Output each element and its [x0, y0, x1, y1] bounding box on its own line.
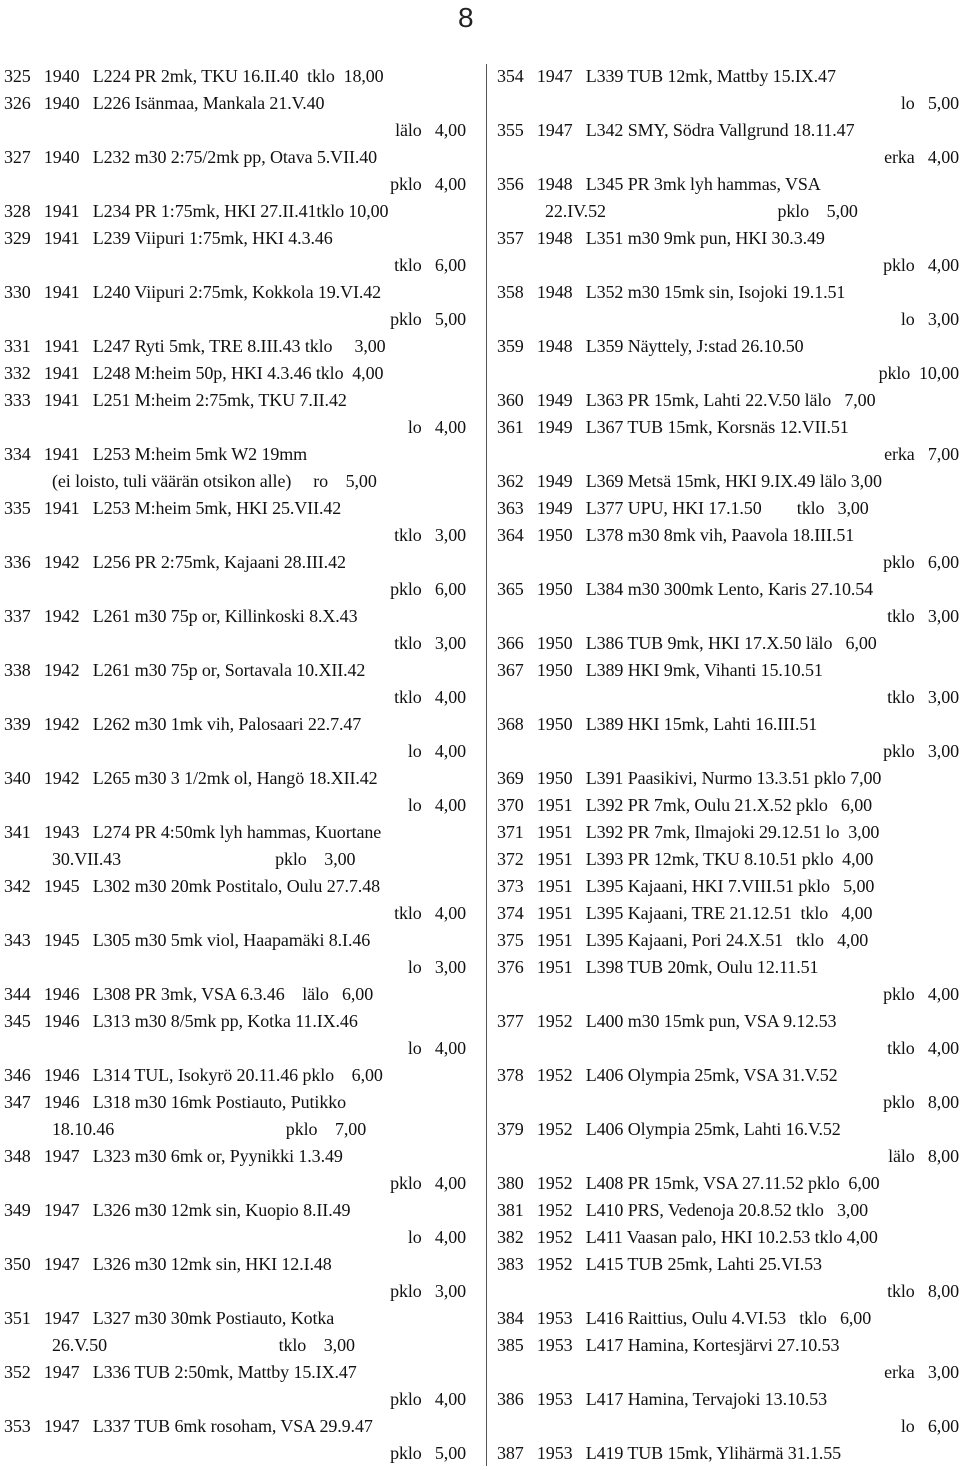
entry-grade-price: lo 3,00 — [407, 957, 466, 977]
entry-line — [4, 1089, 466, 1116]
entry-line — [497, 1062, 959, 1089]
entry-line — [497, 576, 959, 603]
entry-text: 381 1952 L410 PRS, Vedenoja 20.8.52 tklo 3,00 — [497, 1200, 869, 1220]
entry-text: 365 1950 L384 m30 300mk Lento, Karis 27.10.54 — [497, 579, 874, 599]
entry-grade-price-line — [4, 630, 466, 657]
entry-grade-price-line — [4, 1224, 466, 1251]
entry-grade-price: tklo 4,00 — [887, 1038, 959, 1058]
entry-grade-price: tklo 8,00 — [887, 1281, 959, 1301]
entry-line — [497, 117, 959, 144]
entry-grade-price: tklo 3,00 — [887, 687, 959, 707]
entry-line — [4, 333, 466, 360]
entry-grade-price-line — [497, 90, 959, 117]
entry-text: 360 1949 L363 PR 15mk, Lahti 22.V.50 lälo 7,00 — [497, 390, 876, 410]
entry-text: 332 1941 L248 M:heim 50p, HKI 4.3.46 tklo 4,00 — [4, 363, 384, 383]
entry-line — [497, 1008, 959, 1035]
entry-grade-price-line — [497, 1143, 959, 1170]
entry-text: 328 1941 L234 PR 1:75mk, HKI 27.II.41tklo 10,00 — [4, 201, 389, 221]
entry-continuation-line — [52, 468, 466, 495]
page-number: 8 — [458, 2, 474, 33]
entry-line — [497, 333, 959, 360]
entry-continuation-line — [52, 1116, 466, 1143]
entry-text: 334 1941 L253 M:heim 5mk W2 19mm — [4, 444, 308, 464]
entry-text: 364 1950 L378 m30 8mk vih, Paavola 18.III.51 — [497, 525, 855, 545]
entry-line — [4, 549, 466, 576]
entry-continuation-line — [545, 198, 959, 225]
entry-grade-price: tklo 4,00 — [394, 687, 466, 707]
entry-line — [497, 657, 959, 684]
entry-grade-price-line — [4, 522, 466, 549]
entry-line — [497, 1224, 959, 1251]
entry-text: 387 1953 L419 TUB 15mk, Ylihärmä 31.1.55 — [497, 1443, 842, 1463]
entry-line — [4, 495, 466, 522]
entry-grade-price: pklo 3,00 — [390, 1281, 466, 1301]
entry-text: 376 1951 L398 TUB 20mk, Oulu 12.11.51 — [497, 957, 819, 977]
entry-grade-price: lälo 8,00 — [888, 1146, 959, 1166]
entry-line — [4, 198, 466, 225]
entry-line — [4, 927, 466, 954]
entry-grade-price: tklo 4,00 — [394, 903, 466, 923]
entry-grade-price: pklo 6,00 — [883, 552, 959, 572]
entry-line — [497, 387, 959, 414]
entry-grade-price-line — [4, 792, 466, 819]
entry-line — [497, 765, 959, 792]
entry-grade-price-line — [4, 738, 466, 765]
entry-grade-price: pklo 5,00 — [390, 1443, 466, 1463]
entry-grade-price: pklo 4,00 — [883, 255, 959, 275]
entry-line — [4, 765, 466, 792]
entry-line — [4, 603, 466, 630]
entry-text: 344 1946 L308 PR 3mk, VSA 6.3.46 lälo 6,00 — [4, 984, 374, 1004]
entry-line — [497, 468, 959, 495]
entry-grade-price: lo 4,00 — [407, 741, 466, 761]
entry-grade-price-line — [4, 414, 466, 441]
entry-text: 331 1941 L247 Ryti 5mk, TRE 8.III.43 tklo 3,00 — [4, 336, 386, 356]
entry-line — [497, 900, 959, 927]
entry-line — [497, 171, 959, 198]
entry-text: 359 1948 L359 Näyttely, J:stad 26.10.50 — [497, 336, 804, 356]
entry-line — [497, 1197, 959, 1224]
entry-text: 335 1941 L253 M:heim 5mk, HKI 25.VII.42 — [4, 498, 342, 518]
entry-line — [4, 819, 466, 846]
entry-line — [4, 657, 466, 684]
entry-line — [497, 954, 959, 981]
entry-grade-price-line — [497, 1359, 959, 1386]
entry-grade-price-line — [4, 252, 466, 279]
column-divider — [486, 64, 487, 1466]
entry-grade-price-line — [497, 252, 959, 279]
entry-line — [497, 873, 959, 900]
entry-text: 330 1941 L240 Viipuri 2:75mk, Kokkola 19.VI.42 — [4, 282, 382, 302]
entry-text: 378 1952 L406 Olympia 25mk, VSA 31.V.52 — [497, 1065, 838, 1085]
entry-grade-price-line — [497, 981, 959, 1008]
entry-line — [4, 1251, 466, 1278]
entry-text: 341 1943 L274 PR 4:50mk lyh hammas, Kuortane — [4, 822, 382, 842]
entry-grade-price-line — [4, 576, 466, 603]
entry-text: 355 1947 L342 SMY, Södra Vallgrund 18.11.47 — [497, 120, 855, 140]
entry-line — [4, 387, 466, 414]
entry-grade-price-line — [4, 306, 466, 333]
entry-line — [497, 1386, 959, 1413]
entry-grade-price: tklo 6,00 — [394, 255, 466, 275]
entry-text: 373 1951 L395 Kajaani, HKI 7.VIII.51 pklo 5,00 — [497, 876, 875, 896]
entry-line — [4, 225, 466, 252]
entry-grade-price: lo 4,00 — [407, 795, 466, 815]
entry-text: 353 1947 L337 TUB 6mk rosoham, VSA 29.9.47 — [4, 1416, 373, 1436]
entry-grade-price-line — [4, 900, 466, 927]
entry-grade-price: tklo 3,00 — [887, 606, 959, 626]
entry-line — [497, 792, 959, 819]
entry-grade-price-line — [497, 1035, 959, 1062]
entry-grade-price-line — [497, 441, 959, 468]
entry-text: 352 1947 L336 TUB 2:50mk, Mattby 15.IX.47 — [4, 1362, 357, 1382]
entry-text: 350 1947 L326 m30 12mk sin, HKI 12.I.48 — [4, 1254, 332, 1274]
entry-line — [497, 1332, 959, 1359]
entry-grade-price: pklo 6,00 — [390, 579, 466, 599]
entry-line — [4, 144, 466, 171]
entry-line — [497, 522, 959, 549]
entry-line — [497, 927, 959, 954]
entry-text: 385 1953 L417 Hamina, Kortesjärvi 27.10.53 — [497, 1335, 840, 1355]
entry-text: 357 1948 L351 m30 9mk pun, HKI 30.3.49 — [497, 228, 825, 248]
entry-grade-price: erka 4,00 — [884, 147, 959, 167]
entry-text: 329 1941 L239 Viipuri 1:75mk, HKI 4.3.46 — [4, 228, 333, 248]
entry-text: 358 1948 L352 m30 15mk sin, Isojoki 19.1.51 — [497, 282, 846, 302]
entry-text: 351 1947 L327 m30 30mk Postiauto, Kotka — [4, 1308, 335, 1328]
entry-line — [497, 819, 959, 846]
entry-text: 383 1952 L415 TUB 25mk, Lahti 25.VI.53 — [497, 1254, 822, 1274]
entry-grade-price: pklo 10,00 — [878, 363, 959, 383]
entry-line — [497, 495, 959, 522]
entry-text: 336 1942 L256 PR 2:75mk, Kajaani 28.III.42 — [4, 552, 346, 572]
entry-grade-price: lo 6,00 — [900, 1416, 959, 1436]
entry-line — [4, 981, 466, 1008]
entry-continuation-line — [52, 846, 466, 873]
entry-text: 366 1950 L386 TUB 9mk, HKI 17.X.50 lälo 6,00 — [497, 633, 877, 653]
entry-grade-price-line — [497, 1413, 959, 1440]
entry-text: 339 1942 L262 m30 1mk vih, Palosaari 22.7.47 — [4, 714, 362, 734]
entry-text: 327 1940 L232 m30 2:75/2mk pp, Otava 5.VII.40 — [4, 147, 378, 167]
entry-line — [4, 360, 466, 387]
entry-line — [497, 225, 959, 252]
entry-grade-price-line — [4, 954, 466, 981]
entry-grade-price-line — [497, 738, 959, 765]
entry-text: 333 1941 L251 M:heim 2:75mk, TKU 7.II.42 — [4, 390, 347, 410]
entry-grade-price: pklo 4,00 — [883, 984, 959, 1004]
entry-line — [4, 1197, 466, 1224]
entry-grade-price-line — [4, 684, 466, 711]
entry-grade-price: erka 7,00 — [884, 444, 959, 464]
entry-grade-price-line — [497, 306, 959, 333]
entry-grade-price: lo 4,00 — [407, 1038, 466, 1058]
entry-grade-price-line — [4, 1035, 466, 1062]
entry-line — [4, 873, 466, 900]
entry-text: 370 1951 L392 PR 7mk, Oulu 21.X.52 pklo 6,00 — [497, 795, 873, 815]
entry-line — [4, 63, 466, 90]
entry-line — [497, 1116, 959, 1143]
entry-line — [4, 441, 466, 468]
entry-line — [497, 414, 959, 441]
entry-grade-price: lo 4,00 — [407, 417, 466, 437]
entry-text: 326 1940 L226 Isänmaa, Mankala 21.V.40 — [4, 93, 325, 113]
entry-text: 367 1950 L389 HKI 9mk, Vihanti 15.10.51 — [497, 660, 823, 680]
entry-grade-price: tklo 3,00 — [394, 525, 466, 545]
entry-text: 371 1951 L392 PR 7mk, Ilmajoki 29.12.51 lo 3,00 — [497, 822, 880, 842]
entry-grade-price: lo 4,00 — [407, 1227, 466, 1247]
entry-text: 30.VII.43 pklo 3,00 — [52, 849, 356, 869]
entry-text: 342 1945 L302 m30 20mk Postitalo, Oulu 27.7.48 — [4, 876, 381, 896]
entry-grade-price-line — [497, 684, 959, 711]
entry-grade-price-line — [497, 549, 959, 576]
entry-continuation-line — [52, 1332, 466, 1359]
entry-text: 361 1949 L367 TUB 15mk, Korsnäs 12.VII.51 — [497, 417, 849, 437]
entry-line — [4, 1413, 466, 1440]
entry-line — [497, 630, 959, 657]
entry-grade-price-line — [4, 1386, 466, 1413]
entry-grade-price-line — [4, 1170, 466, 1197]
entry-text: 380 1952 L408 PR 15mk, VSA 27.11.52 pklo 6,00 — [497, 1173, 880, 1193]
entry-line — [497, 1170, 959, 1197]
entry-text: 369 1950 L391 Paasikivi, Nurmo 13.3.51 pklo 7,00 — [497, 768, 882, 788]
entry-grade-price-line — [497, 603, 959, 630]
entry-text: 354 1947 L339 TUB 12mk, Mattby 15.IX.47 — [497, 66, 836, 86]
entry-line — [497, 1305, 959, 1332]
entry-text: 325 1940 L224 PR 2mk, TKU 16.II.40 tklo 18,00 — [4, 66, 384, 86]
entry-grade-price-line — [497, 144, 959, 171]
entry-line — [4, 1305, 466, 1332]
entry-line — [4, 1008, 466, 1035]
entry-grade-price-line — [4, 117, 466, 144]
entry-line — [4, 1359, 466, 1386]
entry-text: 340 1942 L265 m30 3 1/2mk ol, Hangö 18.XII.42 — [4, 768, 378, 788]
entry-grade-price: pklo 4,00 — [390, 1389, 466, 1409]
entry-text: 368 1950 L389 HKI 15mk, Lahti 16.III.51 — [497, 714, 818, 734]
entry-text: 386 1953 L417 Hamina, Tervajoki 13.10.53 — [497, 1389, 827, 1409]
entry-text: 346 1946 L314 TUL, Isokyrö 20.11.46 pklo 6,00 — [4, 1065, 383, 1085]
entry-grade-price: pklo 3,00 — [883, 741, 959, 761]
entry-text: 382 1952 L411 Vaasan palo, HKI 10.2.53 tklo 4,00 — [497, 1227, 878, 1247]
entry-line — [4, 1143, 466, 1170]
entry-text: 375 1951 L395 Kajaani, Pori 24.X.51 tklo 4,00 — [497, 930, 869, 950]
entry-line — [497, 711, 959, 738]
entry-line — [497, 1251, 959, 1278]
entry-line — [4, 711, 466, 738]
entry-grade-price-line — [4, 1278, 466, 1305]
entry-text: 356 1948 L345 PR 3mk lyh hammas, VSA — [497, 174, 821, 194]
entry-text: 377 1952 L400 m30 15mk pun, VSA 9.12.53 — [497, 1011, 837, 1031]
entry-line — [497, 63, 959, 90]
entry-line — [497, 1440, 959, 1467]
entry-text: (ei loisto, tuli väärän otsikon alle) ro 5,00 — [52, 471, 377, 491]
entry-text: 362 1949 L369 Metsä 15mk, HKI 9.IX.49 lälo 3,00 — [497, 471, 882, 491]
entry-text: 372 1951 L393 PR 12mk, TKU 8.10.51 pklo 4,00 — [497, 849, 874, 869]
entry-text: 347 1946 L318 m30 16mk Postiauto, Putikko — [4, 1092, 347, 1112]
entry-grade-price: pklo 4,00 — [390, 1173, 466, 1193]
entry-grade-price: lälo 4,00 — [395, 120, 466, 140]
entry-text: 348 1947 L323 m30 6mk or, Pyynikki 1.3.49 — [4, 1146, 343, 1166]
entry-text: 338 1942 L261 m30 75p or, Sortavala 10.XII.42 — [4, 660, 366, 680]
entry-text: 363 1949 L377 UPU, HKI 17.1.50 tklo 3,00 — [497, 498, 869, 518]
entry-text: 343 1945 L305 m30 5mk viol, Haapamäki 8.I.46 — [4, 930, 371, 950]
entry-text: 22.IV.52 pklo 5,00 — [545, 201, 858, 221]
entry-line — [4, 1062, 466, 1089]
entry-line — [4, 279, 466, 306]
entry-grade-price-line — [497, 1278, 959, 1305]
entry-text: 345 1946 L313 m30 8/5mk pp, Kotka 11.IX.46 — [4, 1011, 358, 1031]
entry-grade-price-line — [4, 1440, 466, 1467]
entry-grade-price: tklo 3,00 — [394, 633, 466, 653]
entry-text: 349 1947 L326 m30 12mk sin, Kuopio 8.II.49 — [4, 1200, 351, 1220]
entry-text: 18.10.46 pklo 7,00 — [52, 1119, 367, 1139]
entry-grade-price: lo 3,00 — [900, 309, 959, 329]
entry-grade-price: lo 5,00 — [900, 93, 959, 113]
entry-grade-price: erka 3,00 — [884, 1362, 959, 1382]
entry-grade-price-line — [497, 360, 959, 387]
entry-text: 379 1952 L406 Olympia 25mk, Lahti 16.V.52 — [497, 1119, 841, 1139]
entry-text: 374 1951 L395 Kajaani, TRE 21.12.51 tklo 4,00 — [497, 903, 873, 923]
entry-grade-price: pklo 5,00 — [390, 309, 466, 329]
entry-grade-price: pklo 4,00 — [390, 174, 466, 194]
entry-text: 26.V.50 tklo 3,00 — [52, 1335, 355, 1355]
entry-text: 337 1942 L261 m30 75p or, Killinkoski 8.X.43 — [4, 606, 358, 626]
entry-line — [497, 846, 959, 873]
entry-line — [4, 90, 466, 117]
entry-line — [497, 279, 959, 306]
entry-grade-price-line — [4, 171, 466, 198]
entry-grade-price: pklo 8,00 — [883, 1092, 959, 1112]
entry-text: 384 1953 L416 Raittius, Oulu 4.VI.53 tklo 6,00 — [497, 1308, 872, 1328]
entry-grade-price-line — [497, 1089, 959, 1116]
